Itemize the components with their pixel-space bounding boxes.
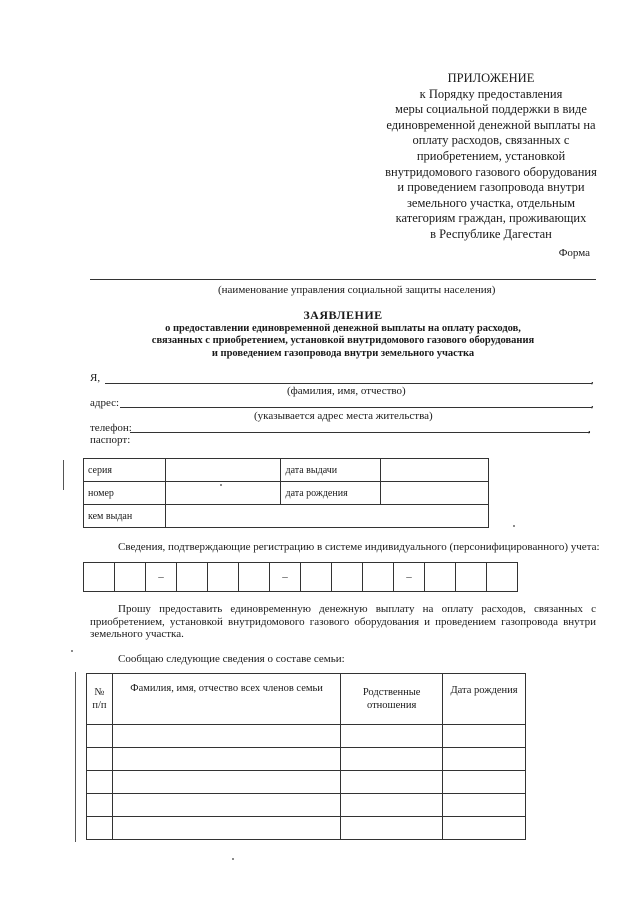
table-cell[interactable]: [87, 771, 113, 794]
address-field[interactable]: [120, 407, 592, 408]
family-intro: Сообщаю следующие сведения о составе семьи:: [118, 653, 345, 665]
title-line: и проведением газопровода внутри земельного участка: [211, 347, 475, 359]
table-cell[interactable]: [341, 794, 443, 817]
address-label: адрес:: [90, 397, 120, 409]
table-cell[interactable]: [341, 748, 443, 771]
appendix-line: внутридомового газового оборудования: [385, 164, 597, 179]
table-row: [87, 748, 526, 771]
table-row: [87, 817, 526, 840]
table-cell[interactable]: [112, 725, 340, 748]
snils-digit-box[interactable]: [177, 563, 208, 591]
table-cell[interactable]: [87, 748, 113, 771]
table-cell[interactable]: [443, 794, 526, 817]
phone-field[interactable]: [130, 432, 590, 433]
family-table: [86, 673, 526, 840]
snils-digit-box[interactable]: [115, 563, 146, 591]
table-row: [87, 725, 526, 748]
column-header-name: Фамилия, имя, отчество всех членов семьи: [112, 674, 340, 725]
issue-date-field[interactable]: [381, 459, 489, 482]
phone-label: телефон:: [90, 422, 132, 434]
snils-digit-box[interactable]: [84, 563, 115, 591]
table-cell[interactable]: [443, 817, 526, 840]
table-cell[interactable]: [87, 817, 113, 840]
table-cell[interactable]: [112, 771, 340, 794]
birth-date-field[interactable]: [381, 482, 489, 505]
issued-by-label: кем выдан: [84, 505, 166, 528]
table-cell[interactable]: [112, 748, 340, 771]
scan-mark: [75, 672, 76, 842]
snils-separator: –: [394, 563, 425, 591]
issue-date-label: дата выдачи: [281, 459, 381, 482]
series-field[interactable]: [165, 459, 281, 482]
table-row: [84, 459, 489, 482]
column-header-number: № п/п: [87, 674, 113, 725]
number-label: номер: [84, 482, 166, 505]
org-name-caption: (наименование управления социальной защиты населения): [218, 284, 496, 296]
snils-boxes: [83, 562, 518, 592]
snils-digit-box[interactable]: [487, 563, 518, 591]
appendix-line: меры социальной поддержки в виде: [395, 102, 587, 117]
form-label: Форма: [558, 247, 590, 259]
table-cell[interactable]: [341, 817, 443, 840]
snils-digit-box[interactable]: [363, 563, 394, 591]
table-cell[interactable]: [341, 771, 443, 794]
applicant-name-caption: (фамилия, имя, отчество): [287, 385, 406, 397]
title-line: о предоставлении единовременной денежной выплаты на оплату расходов,: [165, 322, 521, 334]
appendix-line: оплату расходов, связанных с: [412, 133, 570, 148]
applicant-label: Я,: [90, 372, 101, 384]
number-field[interactable]: [165, 482, 281, 505]
scan-dot: [220, 484, 222, 486]
table-row: [84, 505, 489, 528]
passport-label: паспорт:: [90, 434, 131, 446]
issued-by-field[interactable]: [165, 505, 488, 528]
comma: ,: [591, 374, 594, 386]
snils-digit-box[interactable]: [239, 563, 270, 591]
request-paragraph: Прошу предоставить единовременную денежную выплату на оплату расходов, связанных с приобретением, установкой внутридомового газового оборудования и проведением газопровода внутри земельного участка.: [90, 603, 596, 640]
series-label: серия: [84, 459, 166, 482]
column-header-birthdate: Дата рождения: [443, 674, 526, 725]
appendix-line: земельного участка, отдельным: [406, 195, 576, 210]
table-cell[interactable]: [112, 794, 340, 817]
table-header-row: [87, 674, 526, 725]
table-cell[interactable]: [341, 725, 443, 748]
scan-dot: [71, 650, 73, 652]
appendix-line: к Порядку предоставления: [419, 86, 563, 101]
snils-digit-box[interactable]: [332, 563, 363, 591]
table-cell[interactable]: [443, 771, 526, 794]
snils-separator: –: [146, 563, 177, 591]
document-title: [90, 309, 596, 360]
table-cell[interactable]: [443, 725, 526, 748]
snils-label: Сведения, подтверждающие регистрацию в системе индивидуального (персонифицированного) учета:: [118, 541, 600, 553]
comma: ,: [591, 398, 594, 410]
scan-mark: [63, 460, 64, 490]
appendix-line: в Республике Дагестан: [430, 226, 552, 241]
scan-dot: [513, 525, 515, 527]
snils-digit-box[interactable]: [208, 563, 239, 591]
table-row: [87, 794, 526, 817]
snils-digit-box[interactable]: [301, 563, 332, 591]
address-caption: (указывается адрес места жительства): [254, 410, 433, 422]
appendix-line: единовременной денежной выплаты на: [386, 117, 596, 132]
title-line: связанных с приобретением, установкой внутридомового газового оборудования: [151, 335, 535, 347]
birth-date-label: дата рождения: [281, 482, 381, 505]
title-heading: ЗАЯВЛЕНИЕ: [303, 308, 383, 322]
appendix-line: приобретением, установкой: [416, 148, 566, 163]
comma: ,: [588, 423, 591, 435]
snils-separator: –: [270, 563, 301, 591]
table-row: [84, 482, 489, 505]
table-cell[interactable]: [87, 725, 113, 748]
passport-table: [83, 458, 489, 528]
column-header-relation: Родственные отношения: [341, 674, 443, 725]
org-name-line[interactable]: [90, 279, 596, 280]
appendix-line: категориям граждан, проживающих: [395, 211, 587, 226]
appendix-line: и проведением газопровода внутри: [397, 180, 585, 195]
appendix-header: [360, 71, 622, 243]
table-cell[interactable]: [87, 794, 113, 817]
snils-digit-box[interactable]: [456, 563, 487, 591]
table-cell[interactable]: [112, 817, 340, 840]
applicant-name-field[interactable]: [105, 383, 592, 384]
scan-dot: [232, 858, 234, 860]
snils-digit-box[interactable]: [425, 563, 456, 591]
table-cell[interactable]: [443, 748, 526, 771]
table-row: [87, 771, 526, 794]
appendix-line: ПРИЛОЖЕНИЕ: [447, 71, 535, 85]
